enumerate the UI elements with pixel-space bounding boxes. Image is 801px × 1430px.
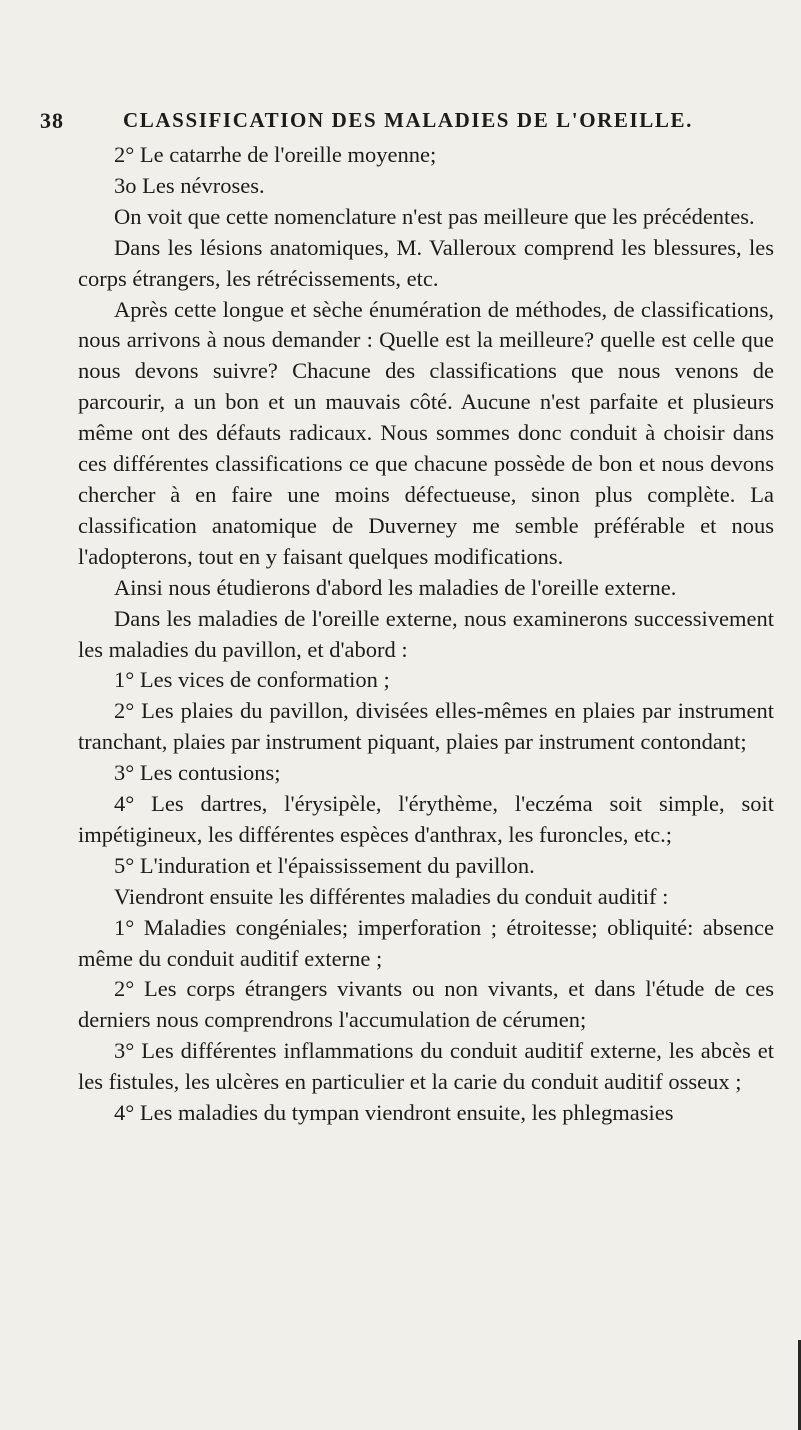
list-item-maladies-congeniales: 1° Maladies congéniales; imperforation ; étroitesse; obliquité: absence même du conduit auditif externe ; [78,914,774,971]
paragraph-choix-classification: Après cette longue et sèche énumération de méthodes, de classifications, nous arrivons à nous demander : Quelle est la meilleure? quelle est celle que nous devons suivre? Chacune des classifications que nous venons de parcourir, a un bon et un mauvais côté. Aucune n'est parfaite et plusieurs même ont des défauts radicaux. Nous sommes donc conduit à choisir dans ces différentes classifications ce que chacune possède de bon et nous devons chercher à en faire une moins défectueuse, sinon plus complète. La classification anatomique de Duverney me semble préférable et nous l'adopterons, tout en y faisant quelques modifications. [78,296,774,569]
paragraph-nevroses: 3o Les névroses. [114,172,265,198]
paragraph-oreille-externe: Ainsi nous étudierons d'abord les maladies de l'oreille externe. [114,574,677,600]
list-item-corps-etrangers: 2° Les corps étrangers vivants ou non vivants, et dans l'étude de ces derniers nous comprendrons l'accumulation de cérumen; [78,976,774,1033]
list-item-dartres: 4° Les dartres, l'érysipèle, l'érythème, l'eczéma soit simple, soit impétigineux, les différentes espèces d'anthrax, les furoncles, etc.; [78,791,774,847]
list-item-maladies-tympan: 4° Les maladies du tympan viendront ensuite, les phlegmasies [114,1100,674,1126]
paragraph-nomenclature: On voit que cette nomenclature n'est pas meilleure que les précédentes. [114,203,755,229]
list-item-induration: 5° L'induration et l'épaississement du pavillon. [114,852,535,878]
page-number: 38 [40,108,64,133]
running-title: CLASSIFICATION DES MALADIES DE L'OREILLE. [123,108,693,132]
list-item-contusions: 3° Les contusions; [114,760,281,786]
body-text [78,140,774,1129]
page-header [40,108,740,138]
paragraph-catarrhe: 2° Le catarrhe de l'oreille moyenne; [114,142,437,167]
list-item-inflammations: 3° Les différentes inflammations du conduit auditif externe, les abcès et les fistules, les ulcères en particulier et la carie du conduit auditif osseux ; [78,1038,774,1095]
paragraph-conduit-auditif: Viendront ensuite les différentes maladies du conduit auditif : [114,883,669,909]
list-item-plaies: 2° Les plaies du pavillon, divisées elles-mêmes en plaies par instrument tranchant, plaies par instrument piquant, plaies par instrument contondant; [78,698,774,755]
paragraph-lesions-anatomiques: Dans les lésions anatomiques, M. Valleroux comprend les blessures, les corps étrangers, les rétrécissements, etc. [78,234,774,291]
list-item-vices-conformation: 1° Les vices de conformation ; [114,667,390,693]
paragraph-maladies-pavillon: Dans les maladies de l'oreille externe, nous examinerons successivement les maladies du pavillon, et d'abord : [78,605,774,662]
